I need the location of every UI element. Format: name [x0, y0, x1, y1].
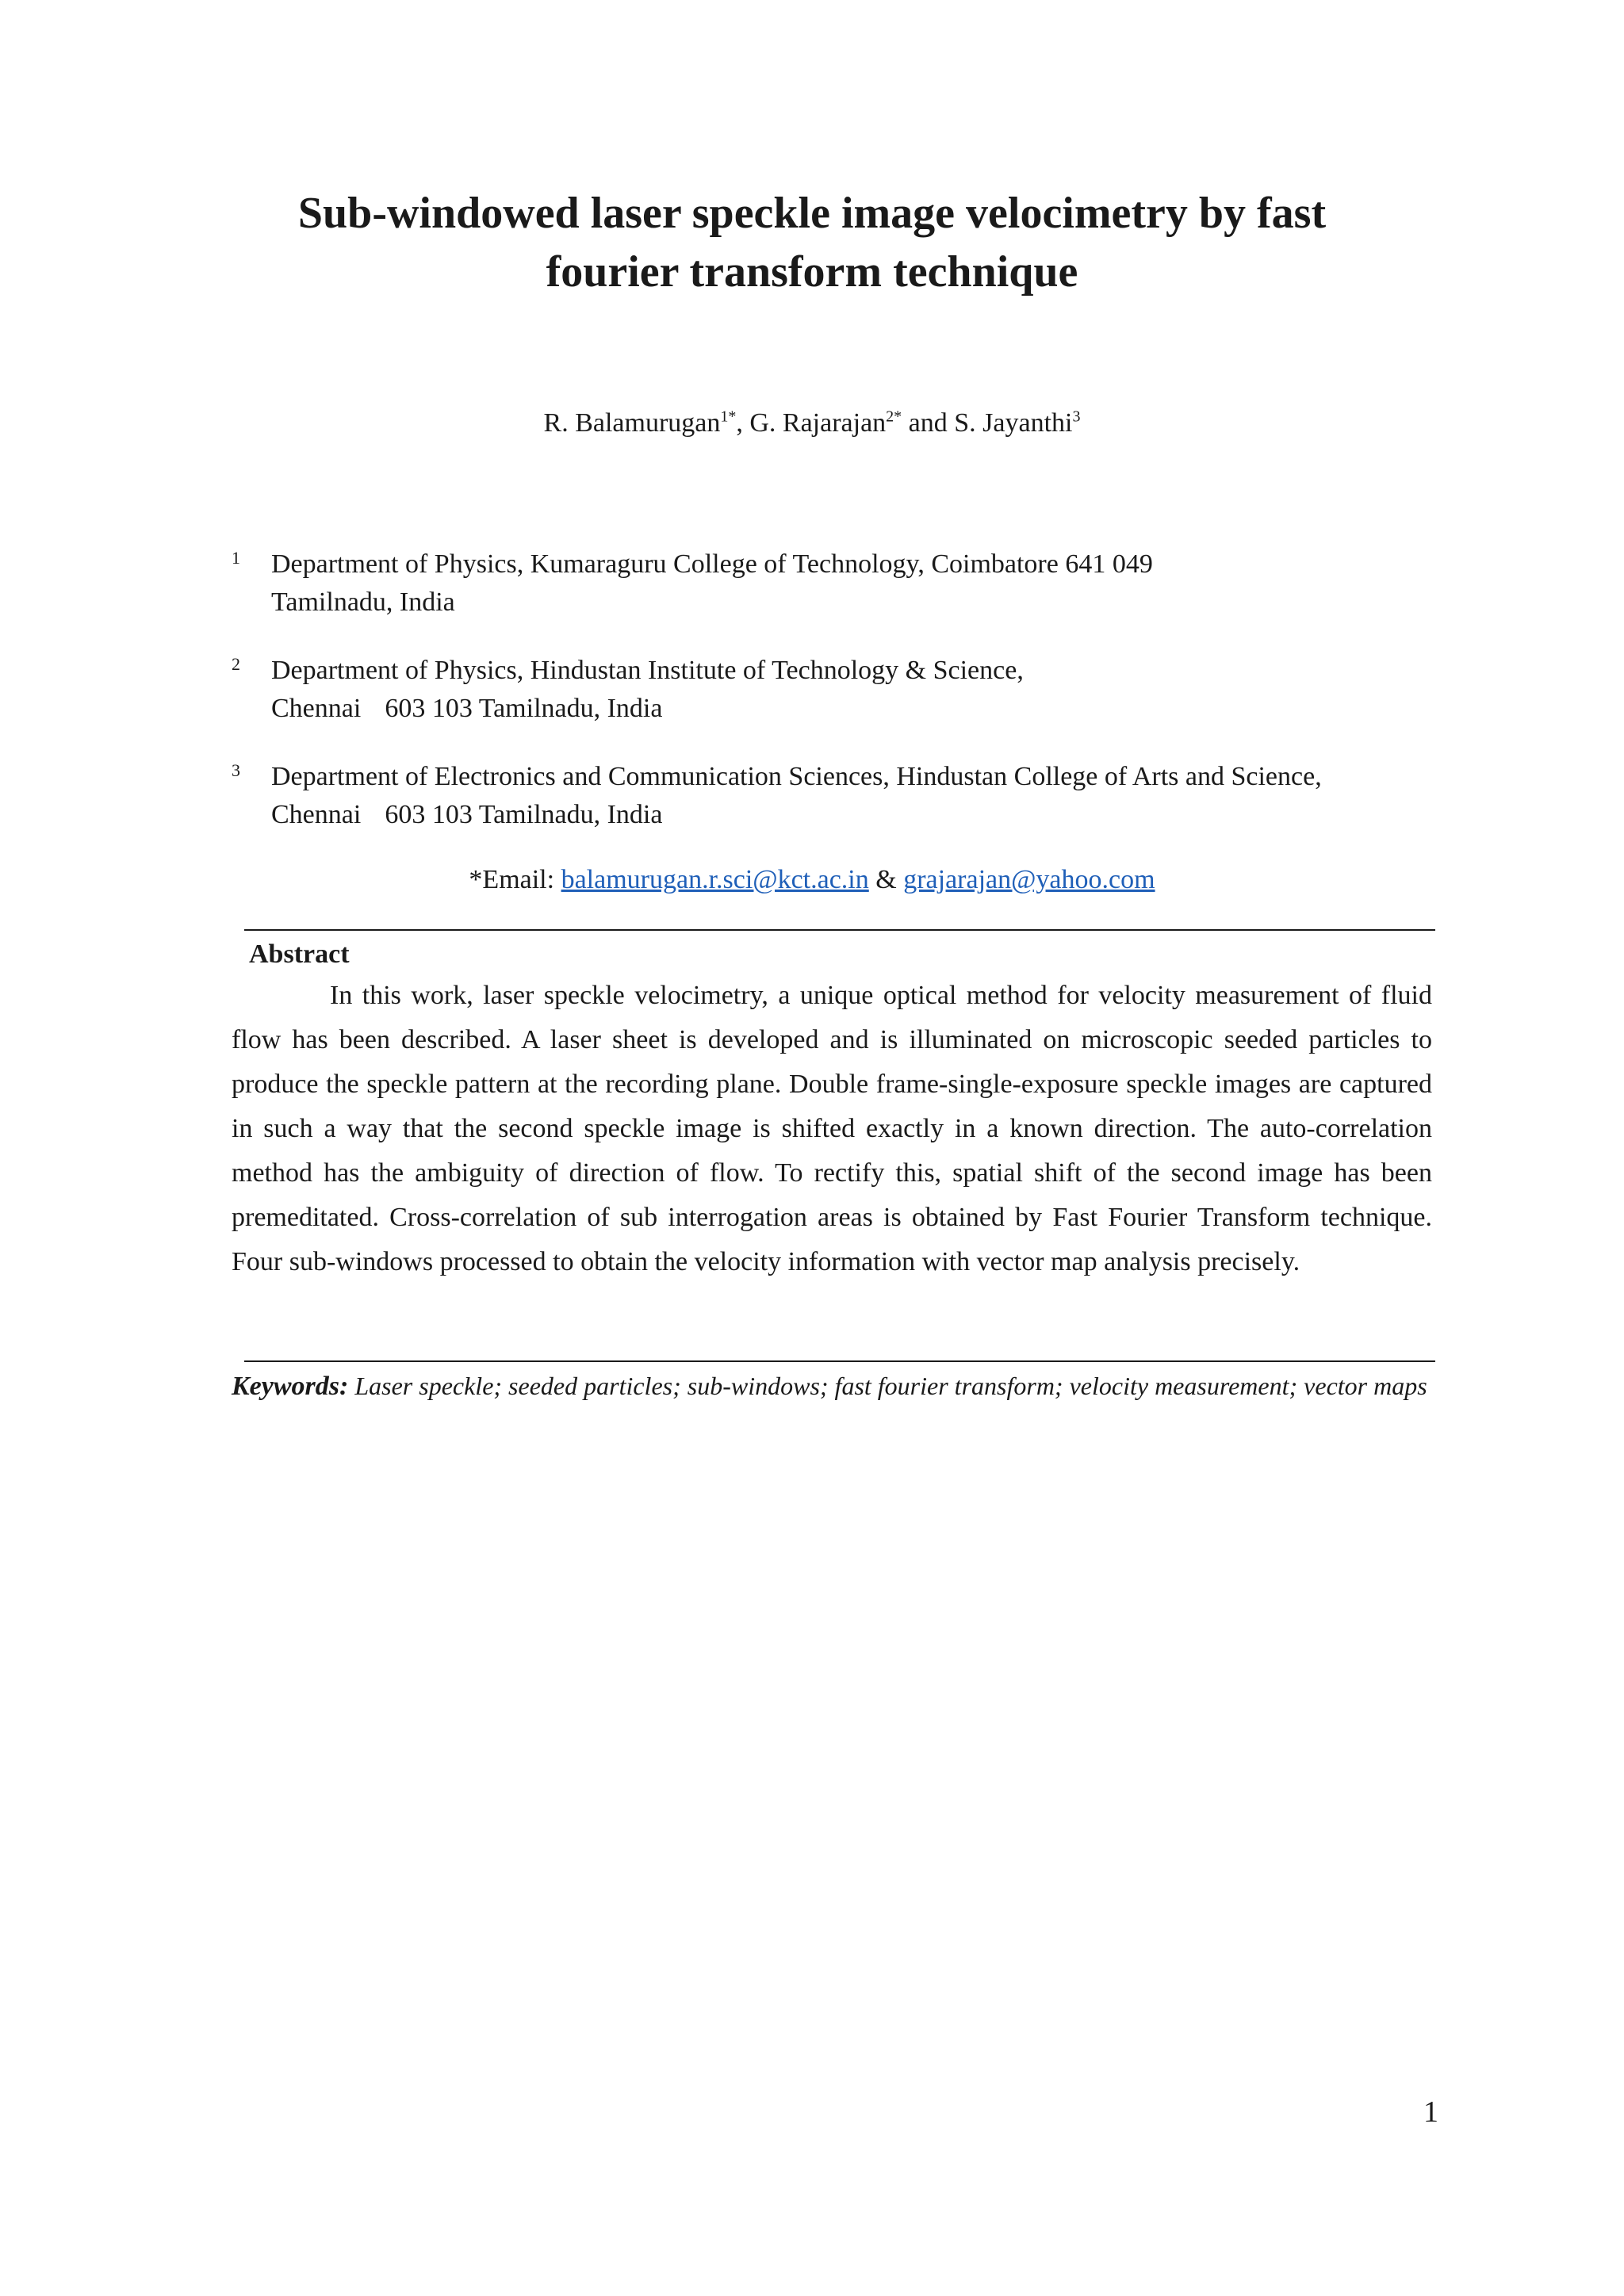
email-link-1[interactable]: balamurugan.r.sci@kct.ac.in	[561, 865, 869, 894]
email-joiner: &	[875, 865, 897, 894]
affiliation-number: 1	[232, 548, 240, 568]
author-name: R. Balamurugan	[543, 408, 721, 438]
author-name: S. Jayanthi	[954, 408, 1073, 438]
keywords-text: Laser speckle; seeded particles; sub-windows; fast fourier transform; velocity measurement; vector maps	[354, 1372, 1427, 1400]
author-mark: 3	[1072, 408, 1081, 426]
abstract-heading: Abstract	[249, 939, 350, 969]
paper-title: Sub-windowed laser speckle image velocimetry by fast fourier transform technique	[297, 189, 1327, 297]
affiliation-postal: 603 103 Tamilnadu, India	[385, 694, 663, 723]
abstract-text: In this work, laser speckle velocimetry, a unique optical method for velocity measurement of fluid flow has been described. A laser sheet is developed and is illuminated on microscopic seeded particles to produce the speckle pattern at the recording plane. Double frame-single-exposure speckle images are captured in such a way that the second speckle image is shifted exactly in a known direction. The auto-correlation method has the ambiguity of direction of flow. To rectify this, spatial shift of the second image has been premeditated. Cross-correlation of sub interrogation areas is obtained by Fast Fourier Transform technique. Four sub-windows processed to obtain the velocity information with vector map analysis precisely.	[232, 981, 1432, 1276]
email-link-2[interactable]: grajarajan@yahoo.com	[903, 865, 1155, 894]
affiliation-number: 2	[232, 654, 240, 674]
author-name: G. Rajarajan	[749, 408, 887, 438]
keywords-block	[232, 1367, 1432, 1406]
affiliation-line: Department of Electronics and Communication Sciences, Hindustan College of Arts and Science,	[271, 762, 1322, 791]
email-line	[238, 863, 1386, 897]
affiliation-line: Department of Physics, Kumaraguru College of Technology, Coimbatore 641 049	[271, 549, 1153, 579]
affiliation-2	[232, 652, 1437, 728]
author-mark: 1*	[720, 408, 737, 426]
affiliation-line	[271, 690, 1437, 728]
affiliation-city: Tamilnadu, India	[271, 587, 455, 617]
affiliation-3	[232, 758, 1437, 834]
author-separator: and	[902, 408, 955, 438]
author-mark: 2*	[886, 408, 902, 426]
email-label: *Email:	[469, 865, 555, 894]
keywords-label: Keywords:	[232, 1372, 349, 1401]
affiliation-line: Department of Physics, Hindustan Institute of Technology & Science,	[271, 656, 1024, 685]
affiliation-postal: 603 103 Tamilnadu, India	[385, 800, 663, 829]
author-list	[238, 406, 1386, 441]
affiliation-city: Chennai	[271, 694, 362, 723]
author-separator: ,	[736, 408, 750, 438]
abstract-bottom-rule	[244, 1360, 1435, 1362]
affiliation-1	[232, 545, 1437, 622]
affiliation-line	[271, 584, 1437, 622]
page-number: 1	[1423, 2095, 1438, 2129]
affiliation-line	[271, 796, 1437, 834]
abstract-top-rule	[244, 929, 1435, 931]
affiliation-number: 3	[232, 760, 240, 780]
affiliation-city: Chennai	[271, 800, 362, 829]
